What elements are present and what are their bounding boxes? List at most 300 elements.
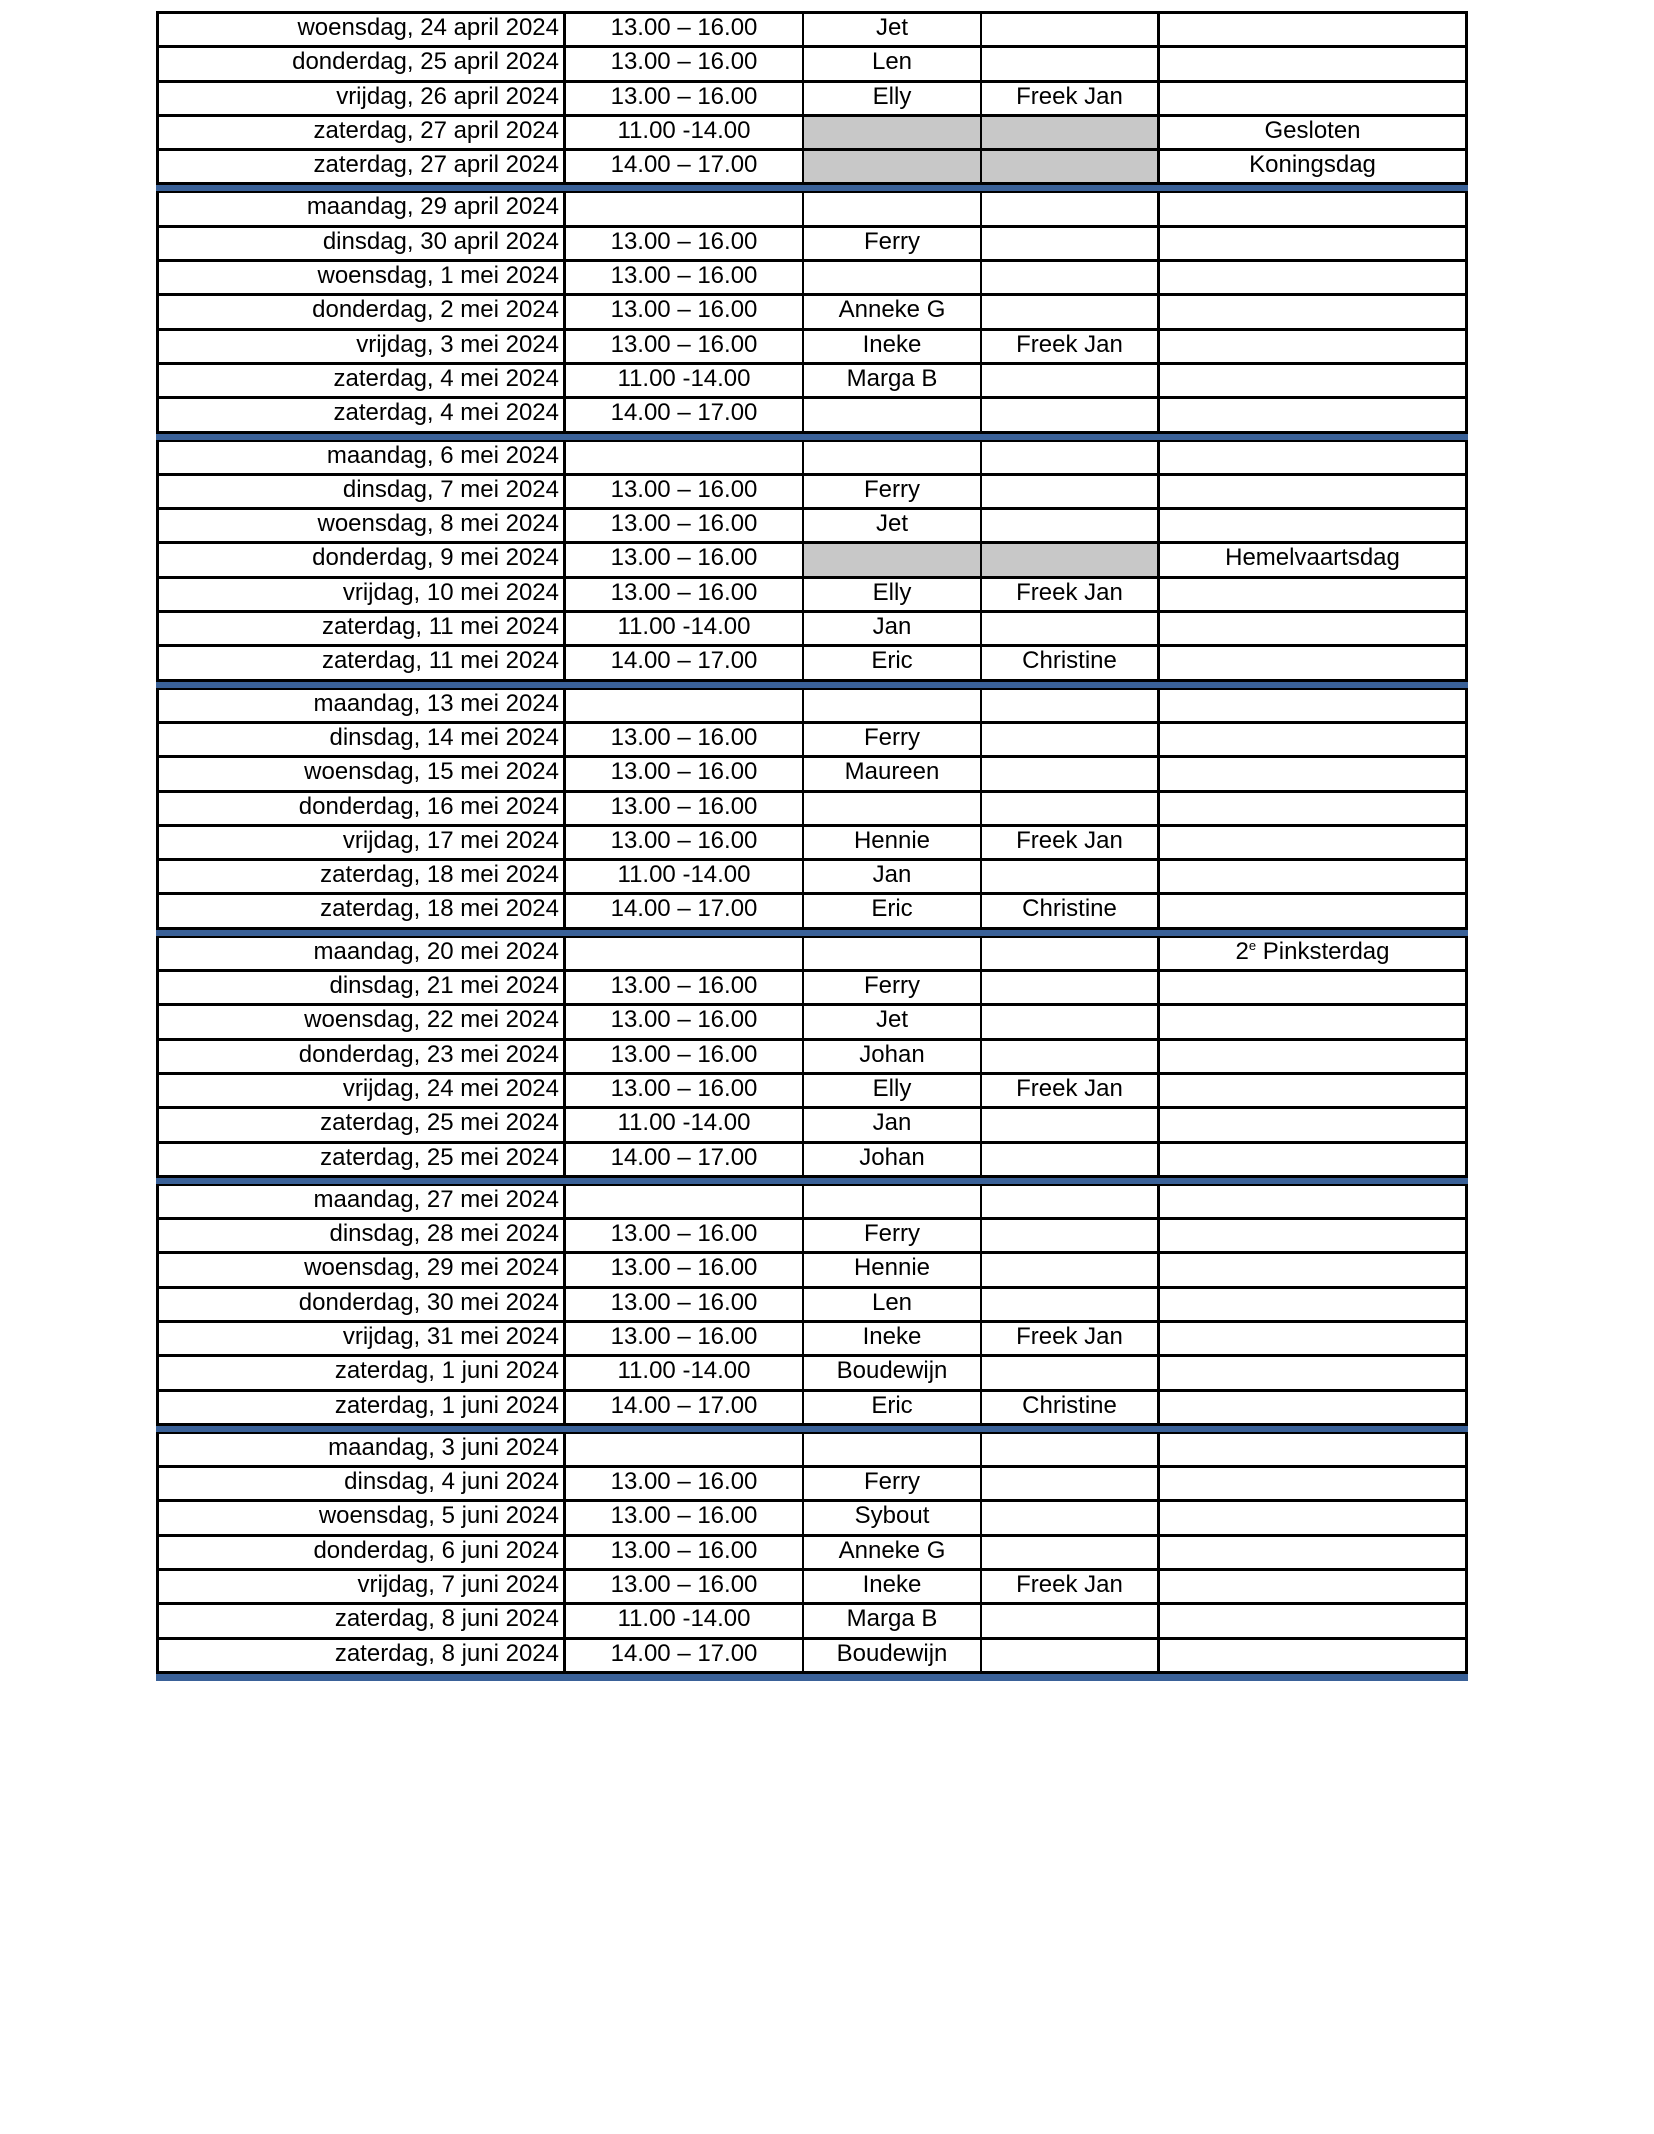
schedule-row [156, 724, 1468, 758]
volunteer-1-cell [804, 442, 982, 473]
volunteer-2-cell [982, 193, 1160, 224]
schedule-row [156, 758, 1468, 792]
time-cell: 11.00 -14.00 [566, 861, 804, 892]
schedule-table [156, 11, 1468, 1681]
volunteer-2-cell [982, 613, 1160, 644]
note-cell [1160, 1640, 1465, 1671]
date-cell: vrijdag, 26 april 2024 [159, 83, 566, 114]
time-cell: 14.00 – 17.00 [566, 647, 804, 678]
schedule-row [156, 1502, 1468, 1536]
time-cell: 13.00 – 16.00 [566, 1006, 804, 1037]
volunteer-1-cell: Hennie [804, 827, 982, 858]
time-cell: 13.00 – 16.00 [566, 262, 804, 293]
volunteer-1-cell [804, 262, 982, 293]
volunteer-1-cell: Ineke [804, 1571, 982, 1602]
schedule-row [156, 1075, 1468, 1109]
schedule-row [156, 579, 1468, 613]
week-separator [156, 185, 1468, 193]
date-cell: donderdag, 23 mei 2024 [159, 1041, 566, 1072]
note-cell: Koningsdag [1249, 151, 1376, 179]
date-cell: donderdag, 2 mei 2024 [159, 296, 566, 327]
date-cell: zaterdag, 4 mei 2024 [159, 365, 566, 396]
volunteer-1-cell: Len [804, 1289, 982, 1320]
volunteer-2-cell [982, 972, 1160, 1003]
note-cell [1160, 613, 1465, 644]
volunteer-2-cell [982, 1537, 1160, 1568]
volunteer-2-cell [982, 938, 1160, 969]
volunteer-1-cell: Boudewijn [804, 1640, 982, 1671]
schedule-row [156, 690, 1468, 724]
volunteer-1-cell: Johan [804, 1041, 982, 1072]
schedule-row [156, 48, 1468, 82]
note-cell [1160, 331, 1465, 362]
volunteer-1-cell [804, 193, 982, 224]
volunteer-2-cell [982, 151, 1160, 182]
week-group [156, 442, 1468, 682]
time-cell: 13.00 – 16.00 [566, 476, 804, 507]
volunteer-1-cell: Eric [804, 1392, 982, 1423]
note-cell [1160, 1605, 1465, 1636]
date-cell: donderdag, 30 mei 2024 [159, 1289, 566, 1320]
note-cell [1160, 895, 1465, 926]
volunteer-2-cell [982, 510, 1160, 541]
note-cell [1160, 793, 1465, 824]
volunteer-1-cell [804, 544, 982, 575]
volunteer-2-cell [982, 1434, 1160, 1465]
schedule-row [156, 895, 1468, 929]
schedule-row [156, 1537, 1468, 1571]
note-cell [1160, 1357, 1465, 1388]
time-cell [566, 938, 804, 969]
time-cell: 14.00 – 17.00 [566, 1392, 804, 1423]
date-cell: woensdag, 24 april 2024 [159, 14, 566, 45]
schedule-row [156, 972, 1468, 1006]
schedule-row [156, 228, 1468, 262]
volunteer-2-cell [982, 1357, 1160, 1388]
volunteer-2-cell [982, 476, 1160, 507]
volunteer-1-cell: Elly [804, 83, 982, 114]
time-cell: 14.00 – 17.00 [566, 1144, 804, 1175]
volunteer-1-cell: Jan [804, 861, 982, 892]
date-cell: zaterdag, 1 juni 2024 [159, 1357, 566, 1388]
date-cell: woensdag, 15 mei 2024 [159, 758, 566, 789]
week-group [156, 690, 1468, 930]
volunteer-2-cell [982, 1220, 1160, 1251]
time-cell [566, 1434, 804, 1465]
schedule-row [156, 296, 1468, 330]
schedule-row [156, 331, 1468, 365]
note-text: 2 [1235, 937, 1249, 965]
volunteer-2-cell [982, 1006, 1160, 1037]
note-cell [1160, 14, 1465, 45]
note-cell [1160, 1434, 1465, 1465]
week-separator [156, 1674, 1468, 1681]
note-cell [1160, 399, 1465, 430]
note-cell [1160, 48, 1465, 79]
volunteer-1-cell: Eric [804, 647, 982, 678]
schedule-row [156, 365, 1468, 399]
date-cell: woensdag, 22 mei 2024 [159, 1006, 566, 1037]
volunteer-2-cell [982, 793, 1160, 824]
schedule-row [156, 793, 1468, 827]
volunteer-1-cell: Johan [804, 1144, 982, 1175]
volunteer-2-cell [982, 1041, 1160, 1072]
time-cell: 13.00 – 16.00 [566, 296, 804, 327]
note-cell [1160, 1109, 1465, 1140]
note-cell [1160, 647, 1465, 678]
week-separator [156, 682, 1468, 690]
volunteer-1-cell: Ferry [804, 724, 982, 755]
time-cell [566, 193, 804, 224]
date-cell: zaterdag, 27 april 2024 [159, 117, 566, 148]
time-cell [566, 690, 804, 721]
date-cell: vrijdag, 3 mei 2024 [159, 331, 566, 362]
schedule-row [156, 544, 1468, 578]
volunteer-2-cell: Freek Jan [982, 83, 1160, 114]
week-separator [156, 434, 1468, 442]
date-cell: zaterdag, 18 mei 2024 [159, 895, 566, 926]
volunteer-1-cell [804, 117, 982, 148]
volunteer-1-cell: Anneke G [804, 1537, 982, 1568]
time-cell: 13.00 – 16.00 [566, 579, 804, 610]
volunteer-1-cell: Boudewijn [804, 1357, 982, 1388]
date-cell: dinsdag, 28 mei 2024 [159, 1220, 566, 1251]
volunteer-2-cell [982, 1186, 1160, 1217]
note-cell [1160, 193, 1465, 224]
week-separator [156, 1178, 1468, 1186]
schedule-row [156, 1220, 1468, 1254]
volunteer-2-cell [982, 296, 1160, 327]
date-cell: maandag, 20 mei 2024 [159, 938, 566, 969]
volunteer-2-cell [982, 48, 1160, 79]
volunteer-1-cell: Ferry [804, 228, 982, 259]
volunteer-1-cell: Jan [804, 1109, 982, 1140]
volunteer-2-cell [982, 690, 1160, 721]
schedule-row [156, 1392, 1468, 1426]
date-cell: zaterdag, 25 mei 2024 [159, 1144, 566, 1175]
volunteer-1-cell [804, 151, 982, 182]
schedule-row [156, 193, 1468, 227]
volunteer-2-cell: Christine [982, 895, 1160, 926]
schedule-row [156, 399, 1468, 433]
time-cell: 13.00 – 16.00 [566, 972, 804, 1003]
date-cell: zaterdag, 1 juni 2024 [159, 1392, 566, 1423]
date-cell: zaterdag, 18 mei 2024 [159, 861, 566, 892]
note-cell [1160, 827, 1465, 858]
volunteer-1-cell: Marga B [804, 365, 982, 396]
date-cell: vrijdag, 7 juni 2024 [159, 1571, 566, 1602]
date-cell: vrijdag, 10 mei 2024 [159, 579, 566, 610]
time-cell: 13.00 – 16.00 [566, 1254, 804, 1285]
time-cell: 13.00 – 16.00 [566, 48, 804, 79]
time-cell: 11.00 -14.00 [566, 1605, 804, 1636]
date-cell: maandag, 6 mei 2024 [159, 442, 566, 473]
date-cell: woensdag, 29 mei 2024 [159, 1254, 566, 1285]
time-cell: 13.00 – 16.00 [566, 228, 804, 259]
note-cell [1160, 1144, 1465, 1175]
note-cell [1160, 1289, 1465, 1320]
note-cell [1160, 442, 1465, 473]
time-cell [566, 442, 804, 473]
volunteer-1-cell: Eric [804, 895, 982, 926]
week-group [156, 14, 1468, 185]
note-cell [1160, 758, 1465, 789]
volunteer-1-cell [804, 793, 982, 824]
date-cell: woensdag, 8 mei 2024 [159, 510, 566, 541]
schedule-row [156, 1289, 1468, 1323]
schedule-row [156, 262, 1468, 296]
time-cell: 11.00 -14.00 [566, 1357, 804, 1388]
time-cell: 13.00 – 16.00 [566, 1323, 804, 1354]
date-cell: zaterdag, 27 april 2024 [159, 151, 566, 182]
week-group [156, 1186, 1468, 1426]
schedule-row [156, 938, 1468, 972]
time-cell: 11.00 -14.00 [566, 365, 804, 396]
note-cell [1160, 690, 1465, 721]
schedule-row [156, 827, 1468, 861]
time-cell: 13.00 – 16.00 [566, 510, 804, 541]
time-cell: 13.00 – 16.00 [566, 758, 804, 789]
time-cell: 13.00 – 16.00 [566, 1468, 804, 1499]
note-cell [1160, 938, 1465, 969]
date-cell: donderdag, 16 mei 2024 [159, 793, 566, 824]
week-group [156, 193, 1468, 433]
time-cell: 13.00 – 16.00 [566, 14, 804, 45]
schedule-row [156, 1254, 1468, 1288]
volunteer-1-cell: Jan [804, 613, 982, 644]
note-cell [1160, 262, 1465, 293]
volunteer-2-cell [982, 117, 1160, 148]
schedule-row [156, 83, 1468, 117]
volunteer-1-cell: Elly [804, 579, 982, 610]
schedule-row [156, 1144, 1468, 1178]
date-cell: maandag, 13 mei 2024 [159, 690, 566, 721]
schedule-row [156, 117, 1468, 151]
schedule-row [156, 1186, 1468, 1220]
schedule-row [156, 442, 1468, 476]
date-cell: vrijdag, 31 mei 2024 [159, 1323, 566, 1354]
time-cell: 13.00 – 16.00 [566, 1571, 804, 1602]
note-cell [1160, 1006, 1465, 1037]
volunteer-2-cell [982, 1502, 1160, 1533]
time-cell: 13.00 – 16.00 [566, 724, 804, 755]
note-cell [1160, 1468, 1465, 1499]
schedule-row [156, 861, 1468, 895]
week-separator [156, 930, 1468, 938]
schedule-row [156, 510, 1468, 544]
volunteer-1-cell: Ferry [804, 972, 982, 1003]
note-cell [1160, 1571, 1465, 1602]
note-cell [1160, 1537, 1465, 1568]
volunteer-2-cell [982, 262, 1160, 293]
schedule-row [156, 1571, 1468, 1605]
note-cell [1160, 476, 1465, 507]
time-cell: 11.00 -14.00 [566, 117, 804, 148]
volunteer-2-cell: Christine [982, 1392, 1160, 1423]
schedule-row [156, 151, 1468, 185]
schedule-row [156, 647, 1468, 681]
volunteer-1-cell: Ferry [804, 476, 982, 507]
week-group [156, 1434, 1468, 1674]
volunteer-1-cell [804, 938, 982, 969]
note-cell [1160, 1323, 1465, 1354]
date-cell: donderdag, 6 juni 2024 [159, 1537, 566, 1568]
time-cell: 13.00 – 16.00 [566, 1537, 804, 1568]
time-cell: 13.00 – 16.00 [566, 1220, 804, 1251]
schedule-row [156, 1434, 1468, 1468]
date-cell: zaterdag, 8 juni 2024 [159, 1605, 566, 1636]
time-cell: 13.00 – 16.00 [566, 1289, 804, 1320]
volunteer-2-cell: Freek Jan [982, 827, 1160, 858]
volunteer-1-cell: Ferry [804, 1468, 982, 1499]
volunteer-1-cell [804, 1186, 982, 1217]
volunteer-2-cell: Freek Jan [982, 579, 1160, 610]
volunteer-2-cell [982, 1144, 1160, 1175]
date-cell: zaterdag, 11 mei 2024 [159, 613, 566, 644]
time-cell: 11.00 -14.00 [566, 613, 804, 644]
volunteer-2-cell [982, 1605, 1160, 1636]
note-cell: Hemelvaartsdag [1225, 544, 1400, 572]
schedule-row [156, 1357, 1468, 1391]
volunteer-2-cell: Freek Jan [982, 1075, 1160, 1106]
note-cell [1160, 365, 1465, 396]
volunteer-1-cell [804, 399, 982, 430]
date-cell: dinsdag, 4 juni 2024 [159, 1468, 566, 1499]
schedule-row [156, 1041, 1468, 1075]
volunteer-2-cell [982, 1109, 1160, 1140]
volunteer-1-cell: Maureen [804, 758, 982, 789]
volunteer-2-cell [982, 228, 1160, 259]
date-cell: donderdag, 25 april 2024 [159, 48, 566, 79]
volunteer-1-cell: Marga B [804, 1605, 982, 1636]
volunteer-1-cell: Hennie [804, 1254, 982, 1285]
note-cell [1160, 228, 1465, 259]
time-cell: 13.00 – 16.00 [566, 1502, 804, 1533]
date-cell: maandag, 3 juni 2024 [159, 1434, 566, 1465]
volunteer-1-cell: Ferry [804, 1220, 982, 1251]
note-cell: Gesloten [1264, 116, 1361, 144]
volunteer-1-cell [804, 1434, 982, 1465]
volunteer-2-cell [982, 861, 1160, 892]
date-cell: dinsdag, 30 april 2024 [159, 228, 566, 259]
volunteer-2-cell [982, 442, 1160, 473]
time-cell: 13.00 – 16.00 [566, 793, 804, 824]
date-cell: woensdag, 1 mei 2024 [159, 262, 566, 293]
time-cell: 14.00 – 17.00 [566, 895, 804, 926]
date-cell: dinsdag, 7 mei 2024 [159, 476, 566, 507]
volunteer-1-cell: Jet [804, 1006, 982, 1037]
note-cell [1160, 296, 1465, 327]
date-cell: maandag, 27 mei 2024 [159, 1186, 566, 1217]
volunteer-2-cell: Christine [982, 647, 1160, 678]
volunteer-1-cell: Elly [804, 1075, 982, 1106]
note-cell [1160, 1254, 1465, 1285]
volunteer-2-cell [982, 1254, 1160, 1285]
volunteer-1-cell [804, 690, 982, 721]
volunteer-1-cell: Ineke [804, 1323, 982, 1354]
note-cell [1160, 1502, 1465, 1533]
schedule-row [156, 1468, 1468, 1502]
date-cell: dinsdag, 14 mei 2024 [159, 724, 566, 755]
volunteer-2-cell [982, 14, 1160, 45]
date-cell: maandag, 29 april 2024 [159, 193, 566, 224]
date-cell: woensdag, 5 juni 2024 [159, 1502, 566, 1533]
volunteer-2-cell [982, 1468, 1160, 1499]
volunteer-2-cell [982, 758, 1160, 789]
schedule-row [156, 613, 1468, 647]
time-cell: 14.00 – 17.00 [566, 1640, 804, 1671]
schedule-row [156, 476, 1468, 510]
schedule-row [156, 1109, 1468, 1143]
note-cell [1160, 724, 1465, 755]
date-cell: zaterdag, 4 mei 2024 [159, 399, 566, 430]
time-cell: 13.00 – 16.00 [566, 1041, 804, 1072]
volunteer-1-cell: Anneke G [804, 296, 982, 327]
date-cell: donderdag, 9 mei 2024 [159, 544, 566, 575]
volunteer-2-cell [982, 399, 1160, 430]
note-cell [1160, 1186, 1465, 1217]
note-cell [1160, 1075, 1465, 1106]
date-cell: zaterdag, 25 mei 2024 [159, 1109, 566, 1140]
time-cell: 11.00 -14.00 [566, 1109, 804, 1140]
date-cell: vrijdag, 17 mei 2024 [159, 827, 566, 858]
time-cell [566, 1186, 804, 1217]
time-cell: 13.00 – 16.00 [566, 827, 804, 858]
volunteer-1-cell: Jet [804, 14, 982, 45]
date-cell: zaterdag, 11 mei 2024 [159, 647, 566, 678]
volunteer-2-cell [982, 1640, 1160, 1671]
time-cell: 14.00 – 17.00 [566, 399, 804, 430]
volunteer-1-cell: Sybout [804, 1502, 982, 1533]
volunteer-2-cell: Freek Jan [982, 331, 1160, 362]
note-cell [1160, 83, 1465, 114]
time-cell: 13.00 – 16.00 [566, 1075, 804, 1106]
volunteer-2-cell [982, 365, 1160, 396]
time-cell: 13.00 – 16.00 [566, 83, 804, 114]
note-cell [1160, 1392, 1465, 1423]
date-cell: vrijdag, 24 mei 2024 [159, 1075, 566, 1106]
schedule-row [156, 1605, 1468, 1639]
note-text-rest: Pinksterdag [1256, 937, 1390, 965]
schedule-row [156, 1640, 1468, 1674]
schedule-row [156, 14, 1468, 48]
note-cell [1160, 579, 1465, 610]
volunteer-2-cell [982, 544, 1160, 575]
time-cell: 13.00 – 16.00 [566, 544, 804, 575]
note-cell [1160, 1041, 1465, 1072]
volunteer-1-cell: Ineke [804, 331, 982, 362]
volunteer-1-cell: Jet [804, 510, 982, 541]
volunteer-2-cell [982, 724, 1160, 755]
volunteer-2-cell: Freek Jan [982, 1571, 1160, 1602]
note-cell [1160, 861, 1465, 892]
volunteer-2-cell [982, 1289, 1160, 1320]
volunteer-1-cell: Len [804, 48, 982, 79]
week-group [156, 938, 1468, 1178]
time-cell: 14.00 – 17.00 [566, 151, 804, 182]
volunteer-2-cell: Freek Jan [982, 1323, 1160, 1354]
note-superscript: e [1248, 937, 1257, 953]
date-cell: dinsdag, 21 mei 2024 [159, 972, 566, 1003]
date-cell: zaterdag, 8 juni 2024 [159, 1640, 566, 1671]
note-cell [1160, 972, 1465, 1003]
week-separator [156, 1426, 1468, 1434]
note-cell [1160, 1220, 1465, 1251]
schedule-row [156, 1323, 1468, 1357]
note-cell [1160, 510, 1465, 541]
time-cell: 13.00 – 16.00 [566, 331, 804, 362]
schedule-row [156, 1006, 1468, 1040]
